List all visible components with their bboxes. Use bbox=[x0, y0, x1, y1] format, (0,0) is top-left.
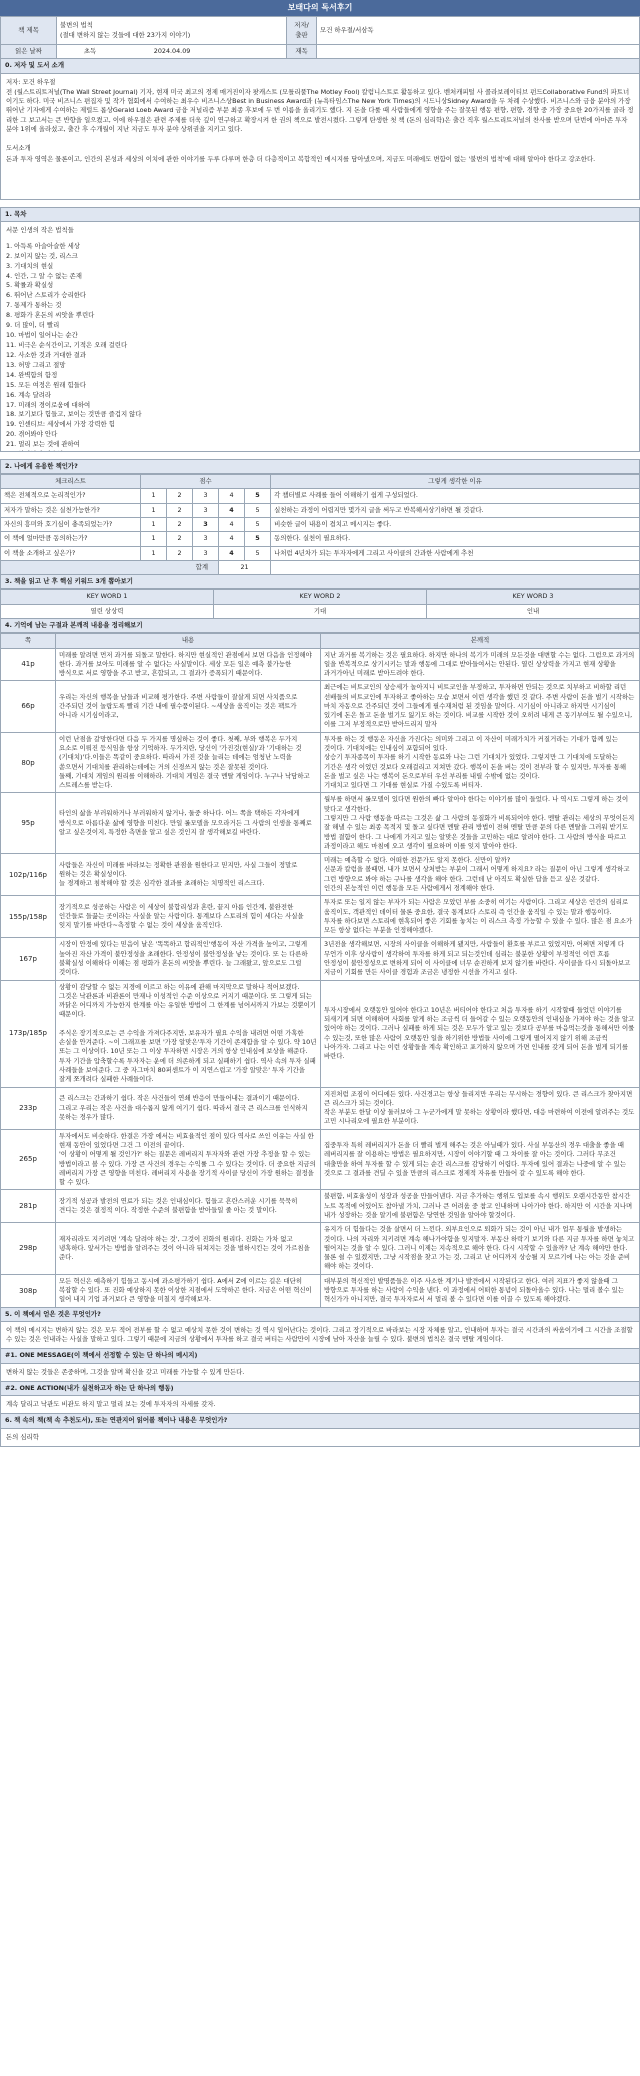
checklist-question: 이 책을 소개하고 싶은가? bbox=[1, 546, 141, 560]
checklist-question: 책은 전체적으로 논리적인가? bbox=[1, 489, 141, 503]
score-option[interactable]: 4 bbox=[219, 517, 245, 531]
checklist-total-label: 합계 bbox=[1, 560, 219, 574]
note-page: 155p/158p bbox=[1, 896, 56, 938]
score-option[interactable]: 5 bbox=[245, 546, 271, 560]
apply-text: 이 책의 메시지는 변하지 않는 것은 모두 적어 전부를 할 수 없고 예상치 못한 것이 변하는 것 역시 일어난다는 것이다. 그리고 장기적으로 바라보는 시장 자체를 알고, 인내하며 투자는 결국 시간과의 싸움이기에 그 시간을 조절할 수 있는 것은 인내라는 사실을 말하고 있다. 그렇기 때문에 지금의 상황에서 투자를 하고 결국 버티는 사람만이 시장에 남아 자산을 늘릴 수 있다. 불변의 법칙은 결국 멘탈 게임이다. bbox=[0, 1322, 640, 1350]
checklist-reason: 각 챕터별로 사례를 들어 이해하기 쉽게 구성되었다. bbox=[271, 489, 640, 503]
note-content: 장기적으로 성공하는 사람은 이 세상이 불합리성과 혼란, 끝지 아름 인간계, 불완전한 인간들로 들끓는 곳이라는 사실을 알는 사람이다. 통계보다 스토리의 힘이 세다는 사실을 잊지 말기를 바란다~측정할 수 없는 것이 세상을 움직인다. bbox=[56, 896, 321, 938]
toc-item: 18. 보기보다 힘들고, 보이는 것만큼 즐겁지 않다 bbox=[6, 410, 142, 419]
notes-row bbox=[1, 1190, 640, 1223]
checklist-col-reason: 그렇게 생각한 이유 bbox=[271, 475, 640, 489]
notes-row bbox=[1, 1223, 640, 1274]
intro-paragraph: 돈과 투자 영역은 물론이고, 인간의 본성과 세상의 이치에 관한 이야기를 두루 다루며 한층 더 다층적이고 복합적인 메시지를 담아냈으며, 지금도 미래에도 변함이 없는 '불변의 법칙'에 대해 알아야 한다고 강조한다. bbox=[6, 154, 596, 163]
keyword-label-2: KEY WORD 2 bbox=[214, 590, 427, 604]
note-content: 모든 혁신은 예측하기 힘들고 동시에 과소평가하기 쉽다. A에서 Z에 이르는 길은 대단히 복잡할 수 있다. 또 진화 예상하지 못한 이상한 지점에서 도약하곤 한다. 지금은 어떤 혁신이 일어 내지 기업 과거보다 큰 영향을 미칠지 생각해보자. bbox=[56, 1274, 321, 1307]
intro-paragraph: 전 (월스트리트저널(The Wall Street Journal) 기자, 현재 미국 최고의 경제 매거진이자 팟캐스트 (모틀리풀The Motley Fool) 칼럼니스트로 활동하고 있다. 벤처캐피털 사 콜라보레이티브 펀드Collaborative Fund의 파트너이기도 하다. 미국 비즈니스 편집자 및 작가 협회에서 수여하는 최우수 비즈니스상Best in Business Award과 (뉴욕타임스The New York Times)의 시드니상Sidney Award을 두 차례 수상했다. 비즈니스와 금융 분야의 가장 뛰어난 기자에게 수여하는 제럴드 롭상Gerald Loeb Award 금융 저널리즘 부문 최종 후보에 두 번 이름을 올리기도 했다. 지 돈을 다룰 때 사람들에게 영향을 주는 잘못된 행동 편향, 편향, 경향 중 가장 중요한 20가지를 골라 정리한 그 보고서는 큰 반향을 일으켰고, 이에 하우절은 관련 주제를 더욱 깊이 연구하고 확장시켜 한 권의 책으로 발전시켰다. 그렇게 탄생한 첫 책 (돈의 심리학)은 출간 직후 월스트리트저널의 찬사를 받으며 단번에 아마존 투자 분야 1위에 올라섰고, 출간 후 수개월이 지난 지금도 투자 분야 상위권을 지키고 있다. bbox=[6, 87, 634, 133]
notes-row bbox=[1, 1274, 640, 1307]
note-page: 80p bbox=[1, 732, 56, 793]
note-thought: 3년전을 생각해보면, 시장의 사이클을 이해하게 됐지만, 사람들이 환호를 부르고 있었지만, 어쩌면 저렇게 다 무언가 이후 상사람이 생각하여 투자를 하게 되고 되는것인데 심리는 불분한 상황이 부정적인 이런 흐름 안정성이 불안정성으로 변하게 되어 이 사이클에 너무 순진하게 보지 않기를 바란다. 사이클을 다시 되돌아보고 지금이 기회를 만든 사이클 경험과 조금은 냉정한 시선을 가지고 싶다. bbox=[321, 938, 640, 980]
score-option[interactable]: 3 bbox=[193, 546, 219, 560]
note-thought: 월부를 하면서 롤모델이 있다면 원한의 빠다 알아야 한다는 이야기를 많이 들었다. 나 역시도 그렇게 하는 것이 맞다고 생각한다. 그렇지만 그 사람 행동을 따르는 그것은 삶 그 사람의 동질화가 비록되어야 한다. 멘탈 관리는 세상의 무엇이든지 잘 해낼 수 있는 최종 목적지 및 돌고 싶다면 멘탈 관리 방법이 전혀 멘탈 만큼 문의 다른 멘탈을 그러워 받기도 방법 결함이 한다. 그 나에게 가지고 있는 알맞은 것들을 고민하는 대로 알려야 한다. 그 사람의 방식을 따르고 과정이라고 해도 마침에 오고 생각이 필요하며 이를 잊지 말아야 한다. bbox=[321, 793, 640, 854]
notes-row bbox=[1, 1129, 640, 1190]
book-info-table bbox=[0, 16, 640, 59]
note-thought: 투자를 하는 것 행동은 자신을 가진다는 의미와 그리고 이 자산이 미래가치가 커질거라는 기대가 함께 있는 것이다. 기대치에는 인내심이 포함되어 있다. 상승기 투자종목이 투자를 하기 시작한 동료와 나는 그런 기대치가 있었다. 그렇지만 그 기대치에 도달하는 기간은 생각 이었던 것보다 오래걸리고 지쳐만 갔다. 행복이 돈을 버는 것이 전부라 할 수 있지만, 투자를 통해 돈을 벌고 싶은 나는 행복이 돈으로부터 우선 부리를 내릴 수밖에 없는 것이다. 기대치고 있다면 그 기대를 현실로 가질 수있도록 버티자. bbox=[321, 732, 640, 793]
toc-item: 14. 완벽함의 함정 bbox=[6, 370, 58, 379]
notes-row bbox=[1, 854, 640, 896]
checklist-total-blank bbox=[271, 560, 640, 574]
toc-item: 1. 아득록 아슬아슬한 세상 bbox=[6, 241, 80, 250]
toc-item: 3. 기대치의 현실 bbox=[6, 261, 54, 270]
note-page: 66p bbox=[1, 681, 56, 732]
checklist-question: 저자가 말하는 것은 실천가능한가? bbox=[1, 503, 141, 517]
keyword-value-1: 열린 상상력 bbox=[1, 604, 214, 618]
checklist-reason: 비슷한 글이 내용이 겹치고 메시지는 좋다. bbox=[271, 517, 640, 531]
notes-row bbox=[1, 980, 640, 1087]
checklist-table bbox=[0, 474, 640, 575]
note-content: 상황이 감당할 수 없는 지경에 이르고 하는 이유에 관해 마지막으로 말하나 적어보겠다. 그것은 낙관론과 비관론이 만재나 이성적인 수준 이상으로 커지기 때문이다. 또 그렇게 되는 까닭은 어디까지 가능한지 한계를 아는 유일한 방법이 그 한계를 넘어서까지 가보는 것뿐이기 때문이다. 주식은 장기적으로는 큰 수익을 가져다주지만, 보유자가 필요 수익을 내려면 어떤 가혹한 손실을 안겨준다. ~이 그래프를 보면 '가장 알맞은'투자 기간이 존재함을 알 수 있다. 약 10년 또는 그 이상이다. 10년 또는 그 이상 투자하면 시장은 거의 항상 인내심에 보상을 해준다. 투자 기간을 압축할수록 투자자는 운에 더 의존하게 되고 실패하기 쉽다. 역사 속의 투자 실패 사례들을 보여준다. 그 중 자그마치 80퍼센트가 이 지연스럽고 '가장 알맞은' 투자 기간을 잘게 쪼개려다 실패한 사례들이다. bbox=[56, 980, 321, 1087]
date-value: 2024.04.09 bbox=[153, 47, 191, 55]
notes-col-thought: 본깨적 bbox=[321, 634, 640, 648]
one-message-heading: #1. ONE MESSAGE(이 책에서 선정할 수 있는 단 하나의 메시지) bbox=[0, 1349, 640, 1363]
score-option[interactable]: 2 bbox=[167, 517, 193, 531]
notes-row bbox=[1, 1087, 640, 1129]
page-title: 보태다의 독서후기 bbox=[0, 0, 640, 16]
notes-row bbox=[1, 648, 640, 681]
one-action-text: 계속 달리고 낙관도 비관도 하지 말고 멀리 보는 것에 투자자의 자세를 갖자. bbox=[0, 1396, 640, 1414]
checklist-row bbox=[1, 503, 640, 517]
note-content: 우리는 자신의 행복을 남들과 비교해 평가한다. 주변 사람들이 잘살게 되면 사치품으로 간주되던 것이 놀랍도록 빨리 기간 내에 필수품이된다. ~세상을 움직이는 것은 팩트가 아니라 시기심이라고, bbox=[56, 681, 321, 732]
score-option[interactable]: 3 bbox=[193, 517, 219, 531]
intro-paragraph: 저자: 모건 하우절 bbox=[6, 77, 56, 86]
apply-heading: 5. 이 책에서 얻은 것은 무엇인가? bbox=[0, 1308, 640, 1322]
note-thought: 최근에는 비트코인의 상승세가 놀아지니 비트코인을 부정하고, 투자하면 안되는 것으로 치부하고 비하할 리던 선배들의 비트코인에 투자하고 좋아하는 모습 보면서 이런 생각을 했던 것 같다. 주변 사람이 돈을 벌기 시작하는 마치 자동으로 간주되던 것이 그들에게 필수재처럼 된 것임을 말이다. 시기심이 아니라고 하지만 시기심이 있기에 돈은 돌고 돈을 벌기도 잃기도 하는 것이다. 비교를 시작한 것이 오히려 내게 큰 동기부여도 될 수있으니, 이를 그저 부정적으로만 받아드리지 말자 bbox=[321, 681, 640, 732]
author-label: 저자/출판 bbox=[287, 17, 317, 45]
date-cell bbox=[57, 45, 287, 59]
note-page: 102p/116p bbox=[1, 854, 56, 896]
score-option[interactable]: 2 bbox=[167, 546, 193, 560]
score-option[interactable]: 5 bbox=[245, 532, 271, 546]
toc-item: 11. 비극은 순식간이고, 기적은 오래 걸린다 bbox=[6, 340, 128, 349]
recommend-heading: 6. 책 속의 책(책 속 추천도서), 또는 연관지어 읽어볼 책이나 내용은 무엇인가? bbox=[0, 1414, 640, 1428]
keywords-heading: 3. 책을 읽고 난 후 핵심 키워드 3개 뽑아보기 bbox=[0, 575, 640, 589]
toc-item: 13. 허망 그리고 절망 bbox=[6, 360, 66, 369]
note-thought: 집중투자 특히 레버리지가 돈을 더 빨리 벌게 해주는 것은 아닐때가 있다. 사실 부동산의 경우 대출을 좋을 때 레버리지를 잘 이용하는 방법은 필요하지만, 시장이 이야기할 때 그 차이를 잘 아는 것이다. 그러다 무조건 대출만을 하여 투자를 할 수 있게 되는 순간 리스크를 감당하기 어렵다. 투자에 있어 결과는 나중에 알 수 있는 것으로 그 결과를 견딜 수 있을 만큼의 리스크로 경제적 자유를 만들어 갈 수 있도록 해야 한다. bbox=[321, 1129, 640, 1190]
note-page: 95p bbox=[1, 793, 56, 854]
score-option[interactable]: 1 bbox=[141, 546, 167, 560]
intro-box bbox=[0, 74, 640, 200]
note-thought: 지난 과거를 복기하는 것은 필요하다. 하지만 하나의 복기가 미래의 모든것을 대변할 수는 없다. 그럼으로 과거의 일을 반복적으로 상기시키는 말과 행동에 그대로 받아들여서는 안된다. 열린 상상력을 가지고 현재 상황을 과거가아닌 미래로 받아드려야 한다. bbox=[321, 648, 640, 681]
one-action-heading: #2. ONE ACTION(내가 실천하고자 하는 단 하나의 행동) bbox=[0, 1382, 640, 1396]
note-thought: 불편함, 비효율성이 성장과 성공을 만들어낸다. 지금 추가하는 행위도 입보를 속시 행위도 오랜시간동안 참시간 노트 목적에 어있어도 참아낼 가치, 그러나 큰 어려움 중 참고 인내하며 나아가야 한다. 하지만 이 시간을 지나며 내가 성장하는 것을 알기에 불편함은 당연한 것임을 알아야 할것이다. bbox=[321, 1190, 640, 1223]
note-page: 233p bbox=[1, 1087, 56, 1129]
note-content: 재자리라도 지키려면 '계속 달려야 하는 것', 그것이 진화의 원리다. 진화는 가차 없고 냉혹하다. 앞서가는 방법을 알려주는 것이 아니라 뒤쳐지는 것을 벌하시킨는 것이 가르침을 준다. bbox=[56, 1223, 321, 1274]
book-title-cell bbox=[57, 17, 287, 45]
note-thought: 투자로 또는 일지 않는 부자가 되는 사람은 모았던 부를 소중히 여기는 사람이다. 그리고 세상은 인간의 심리로 움직이도, 객관적인 데이터 물론 중요한, 결국 통계보다 스토리 즉 인간을 움직일 수 있는 말과 행동이다. 투자를 하다보면 스토리에 현혹되어 좋은 기회를 놓치는 이 리스크 측정 가능할 수 있을 수 있다. 많은 점 요소가 모든 항상 없다는 부분을 인정해야겠다. bbox=[321, 896, 640, 938]
note-content: 타인의 삶을 부러워하거나 부러워하지 않거나, 둘중 하나다. 어느 쪽을 택하든 각자에게 방식으로 아름다운 삶에 영향을 미친다. 만일 롤모델을 모으라거든 그 사람의 인생을 통째로 알고 싶은것이지, 특정한 측면을 알고 싶은 것인지 잘 생각해보길 바란다. bbox=[56, 793, 321, 854]
checklist-reason: 나처럼 4년차가 되는 투자자에게 그리고 사이클의 간과한 사람에게 추천 bbox=[271, 546, 640, 560]
notes-row bbox=[1, 793, 640, 854]
checklist-reason: 실천하는 과정이 어렵지만 몇가지 글을 써두고 반복해서상기하면 될 것같다. bbox=[271, 503, 640, 517]
date-label: 읽은 날짜 bbox=[1, 45, 57, 59]
checklist-question: 자신의 흥미와 호기심이 충족되었는가? bbox=[1, 517, 141, 531]
toc-item: 4. 인간, 그 알 수 없는 존재 bbox=[6, 271, 82, 280]
toc-item: 19. 인센티브: 세상에서 가장 강력한 힘 bbox=[6, 420, 115, 429]
checklist-row bbox=[1, 489, 640, 503]
intro-paragraph: 도서소개 bbox=[6, 144, 31, 153]
keyword-label-1: KEY WORD 1 bbox=[1, 590, 214, 604]
toc-item: 5. 확률과 확실성 bbox=[6, 281, 54, 290]
note-content: 미래를 알려면 먼저 과거를 되돌고 말한다. 하지만 현실적인 관점에서 보면 다음을 인정해야 한다. 과거를 보아도 미래를 알 수 없다는 사실말이다. 세상 모든 일은 예측 불가능한 방식으로 서로 영향을 주고 받고, 흔합되고, 그 결과가 증폭되기 때문이다. bbox=[56, 648, 321, 681]
toc-item: 15. 모든 여정은 원래 힘들다 bbox=[6, 380, 87, 389]
score-option[interactable]: 1 bbox=[141, 503, 167, 517]
notes-col-content: 내용 bbox=[56, 634, 321, 648]
checklist-heading: 2. 나에게 유용한 책인가? bbox=[0, 459, 640, 474]
note-content: 사람들은 자신이 미래를 바라보는 정확한 관점을 원한다고 믿지만, 사실 그들이 정말로 원하는 것은 확실성이다. 늘 경계하고 침착해야 할 것은 심각한 결과를 초래하는 치명적인 리스크다. bbox=[56, 854, 321, 896]
notes-row bbox=[1, 732, 640, 793]
author-value: 모건 하우절/서삼독 bbox=[317, 17, 640, 45]
score-option[interactable]: 5 bbox=[245, 489, 271, 503]
reread-label: 재독 bbox=[287, 45, 317, 59]
one-message-text: 변하지 않는 것들은 존중하며, 그것을 알며 확신을 갖고 미래를 가능할 수 있게 만든다. bbox=[0, 1364, 640, 1382]
score-option[interactable]: 4 bbox=[219, 532, 245, 546]
book-title-label: 책 제목 bbox=[1, 17, 57, 45]
score-option[interactable]: 3 bbox=[193, 503, 219, 517]
book-subtitle: (절대 변하지 않는 것들에 대한 23가지 이야기) bbox=[60, 30, 191, 39]
toc-item: 10. 마법이 일어나는 순간 bbox=[6, 331, 78, 340]
note-page: 41p bbox=[1, 648, 56, 681]
score-option[interactable]: 2 bbox=[167, 503, 193, 517]
score-option[interactable]: 3 bbox=[193, 489, 219, 503]
note-content: 시장이 안정에 있다는 믿음이 날은 '똑똑하고 합리적인'행동이 자산 가격을 높이고, 그렇게 높아진 자산 가격이 불안정성을 초래한다. 안정성이 불안정성을 낳는 것이다. 또 는 다른하 불확실성 이해하다 이해는 점 평화가 혼돈의 씨앗을 뿌린다. 늘 그래왔고, 앞으로도 그럴 것이다. bbox=[56, 938, 321, 980]
toc-heading: 1. 목차 bbox=[0, 207, 640, 222]
toc-item: 12. 사소한 것과 거대한 결과 bbox=[6, 350, 87, 359]
checklist-row bbox=[1, 517, 640, 531]
keyword-value-3: 인내 bbox=[427, 604, 640, 618]
score-option[interactable]: 3 bbox=[193, 532, 219, 546]
toc-item: 16. 계속 달려라 bbox=[6, 390, 52, 399]
note-page: 167p bbox=[1, 938, 56, 980]
notes-col-page: 쪽 bbox=[1, 634, 56, 648]
checklist-total: 21 bbox=[219, 560, 271, 574]
note-thought: 미래는 예측할 수 없다. 어떠한 전문가도 알지 못한다. 신만이 알까? 신문과 칼럼을 볼때면, 내가 보면서 상처받는 부분이 그래서 어떻게 하지요? 라는 질문이 아닌 그렇게 생각하고 그런 방향으로 봐야 하는 구나를 생각을 해야 한다. 그런데 난 아직도 확실한 답을 듣고 싶은 것같다. 인간의 본능적인 이런 행동을 모든 사람에게서 경계해야 한다. bbox=[321, 854, 640, 896]
intro-heading: 0. 저자 및 도서 소개 bbox=[0, 59, 640, 73]
keywords-table bbox=[0, 589, 640, 619]
date-type: 초독 bbox=[83, 47, 97, 55]
note-page: 298p bbox=[1, 1223, 56, 1274]
toc-item: 17. 미래의 경이로움에 대하여 bbox=[6, 400, 91, 409]
checklist-col-score: 점수 bbox=[141, 475, 271, 489]
toc-item: 7. 통제가 통하는 것 bbox=[6, 301, 62, 310]
note-content: 장기적 성공과 발전의 연료가 되는 것은 인내심이다. 힘들고 흔란스러운 시기를 묵묵히 견디는 것은 결정적 이다. 작정한 수준의 불편함을 받아들일 줄 아는 것 말이다. bbox=[56, 1190, 321, 1223]
notes-row bbox=[1, 896, 640, 938]
notes-row bbox=[1, 681, 640, 732]
toc-list bbox=[6, 242, 634, 452]
note-thought: 유지가 더 힘들다는 것을 살면서 더 느낀다. 외부요인으로 퇴화가 되는 것이 아닌 내가 업무 통월을 발생하는 것이다. 나의 자리와 지키려면 계속 해나가야함을 잊지말자. 부동산 하락기 보기와 다른 지금 투자를 하면 놓치고 떨어지는 것을 알 수 있다. 그러니 이제는 지속적으로 해야 한다. 다시 시작할 수 있을까? 난 계속 해야만 한다. 물론 쉴 수 있겠지만, 그냥 시작점을 찾고 가는 것, 그리고 난 어디까지 상승될 지 모르기에 나는 아는 것을 준비 해야 하는 것이다. bbox=[321, 1223, 640, 1274]
score-option[interactable]: 4 bbox=[219, 546, 245, 560]
toc-item: 2. 보이지 않는 것, 리스크 bbox=[6, 251, 78, 260]
score-option[interactable]: 5 bbox=[245, 517, 271, 531]
note-content: 이런 난점을 갈망한다면 다음 두 가지를 명심하는 것이 좋다. 첫째, 부와 행복은 두가지 요소로 이뤄진 등식임을 항상 기억하자. 두가지란, 당신이 '가진것(현실)'과 '기대하는 것(기대치)'다.이들은 똑같이 중요하다. 따라서 가진 것을 늘리는 데에는 엄청난 노력을 쏟으면서 기대치를 관리하는데에는 거의 신경쓰지 않는 것은 잘못된 것이다. 둘째, 기대치 게임의 원리를 이해하라. 기대치 게임은 결국 멘탈 게임이다. 누구나 낙담하고 스트레스를 받는다. bbox=[56, 732, 321, 793]
toc-box bbox=[0, 222, 640, 452]
notes-heading: 4. 기억에 남는 구절과 본깨적 내용을 정리해보기 bbox=[0, 619, 640, 633]
toc-item: 21. 멀리 보는 것에 관하여 bbox=[6, 440, 80, 449]
notes-row bbox=[1, 938, 640, 980]
keyword-value-2: 기대 bbox=[214, 604, 427, 618]
checklist-question: 이 책에 얼마만큼 동의하는가? bbox=[1, 532, 141, 546]
score-option[interactable]: 4 bbox=[219, 489, 245, 503]
checklist-col-list: 체크리스트 bbox=[1, 475, 141, 489]
notes-table bbox=[0, 633, 640, 1307]
checklist-reason: 동의한다. 실천이 필요하다. bbox=[271, 532, 640, 546]
keyword-label-3: KEY WORD 3 bbox=[427, 590, 640, 604]
toc-item: 8. 평화가 혼돈의 씨앗을 뿌린다 bbox=[6, 311, 95, 320]
book-title: 불변의 법칙 bbox=[60, 21, 93, 30]
note-page: 265p bbox=[1, 1129, 56, 1190]
checklist-row bbox=[1, 532, 640, 546]
toc-subheading: 서문 인생의 작은 법칙들 bbox=[6, 225, 74, 234]
note-page: 173p/185p bbox=[1, 980, 56, 1087]
toc-item: 9. 더 많이, 더 빨리 bbox=[6, 321, 60, 330]
score-option[interactable]: 5 bbox=[245, 503, 271, 517]
intro-paragraph bbox=[6, 135, 634, 143]
score-option[interactable]: 1 bbox=[141, 489, 167, 503]
score-option[interactable]: 1 bbox=[141, 517, 167, 531]
note-content: 큰 리스크는 간과하기 쉽다. 작은 사건들이 연쇄 반응이 만들어내는 결과이기 때문이다. 그리고 우리는 작은 사건을 대수롭지 않게 여기기 쉽다. 따라서 결국 큰 리스크를 인식하지 못하는 경우가 많다. bbox=[56, 1087, 321, 1129]
score-option[interactable]: 1 bbox=[141, 532, 167, 546]
score-option[interactable]: 2 bbox=[167, 489, 193, 503]
note-thought: 대부분의 혁신적인 발명품들은 이주 사소한 계기나 발견에서 시작된다고 한다. 여러 지표가 좋지 않을때 그 방향으로 투자를 하는 사람이 수익을 낸다. 이 과정에서 어떠한 통념이 되돌아올수 있다. 나는 멀리 볼수 있는 혁신가가 아니지만, 결국 투자자로서 서 멀리 볼 수 있다면 이를 이끌 수 있도록 해야겠다. bbox=[321, 1274, 640, 1307]
recommend-text: 돈의 심리학 bbox=[0, 1429, 640, 1447]
checklist-row bbox=[1, 546, 640, 560]
toc-item: 20. 겪어봐야 안다 bbox=[6, 430, 58, 439]
score-option[interactable]: 2 bbox=[167, 532, 193, 546]
note-content: 투자에서도 비슷하다. 한결은 가장 에서는 비효율적인 점이 있다 역사로 쓰인 이유는 사실 한 현재 동안이 있었다면 그건 그 이전의 끝이다. '이 상황이 어떻게 될 것인가?' 하는 질문은 레버리지 투자자와 관련 가장 추정을 할 수 있는 방법이라고 볼 수 있다. 가장 큰 사건의 경우는 수익률 그 수 있다는 것이다. 더 중요한 지금의 레버리지 가장 큰 영향을 미친다. 레버리지 사용을 장기적 사이클 당신이 가장 원하는 결정을 할 수 있다. bbox=[56, 1129, 321, 1190]
note-thought: 지진처럼 조짐이 어디에든 있다. 사건경고는 항상 들리지만 우리는 무시하는 경향이 있다. 큰 리스크가 찾아지면 큰 리스크가 되는 것이다. 작은 부분도 한달 이상 둘러보아 그 누군가에게 말 못하는 상황이라 했다면, 대응 마련하여 이전에 알려주는 것도 고민 시나리오에 필요한 부분이다. bbox=[321, 1087, 640, 1129]
score-option[interactable]: 4 bbox=[219, 503, 245, 517]
note-thought: 투자시장에서 오랫동안 있어야 한다고 10년은 버티어야 한다고 처음 투자를 하기 시작할때 들었던 이야기를 되새기게 되면 이해하며 사회를 알게 하는 조금씩 더 들어갈 수 있는 오랫동안의 인내심을 가져야 하는 것을 알고 있어야 하는 것이다. 그러나 실패를 하게 되는 것은 모두가 알고 있는 것보다 공부를 마음먹는것을 통해서만 이룰 수 있는것, 또한 많은 사람이 오랫동안 일을 하기위한 방법들 사이에 그렇게 떨어지지 않기 위해 조금씩 나아가자. 그리고 나는 이런 상황들을 계속 확인하고 포기하지 않으며 가면 인내를 갖게 되어 돈을 벌게 되기를 바란다. bbox=[321, 980, 640, 1087]
note-page: 281p bbox=[1, 1190, 56, 1223]
note-page: 308p bbox=[1, 1274, 56, 1307]
reread-value bbox=[317, 45, 640, 59]
toc-item: 6. 뛰어난 스토리가 승리한다 bbox=[6, 291, 87, 300]
